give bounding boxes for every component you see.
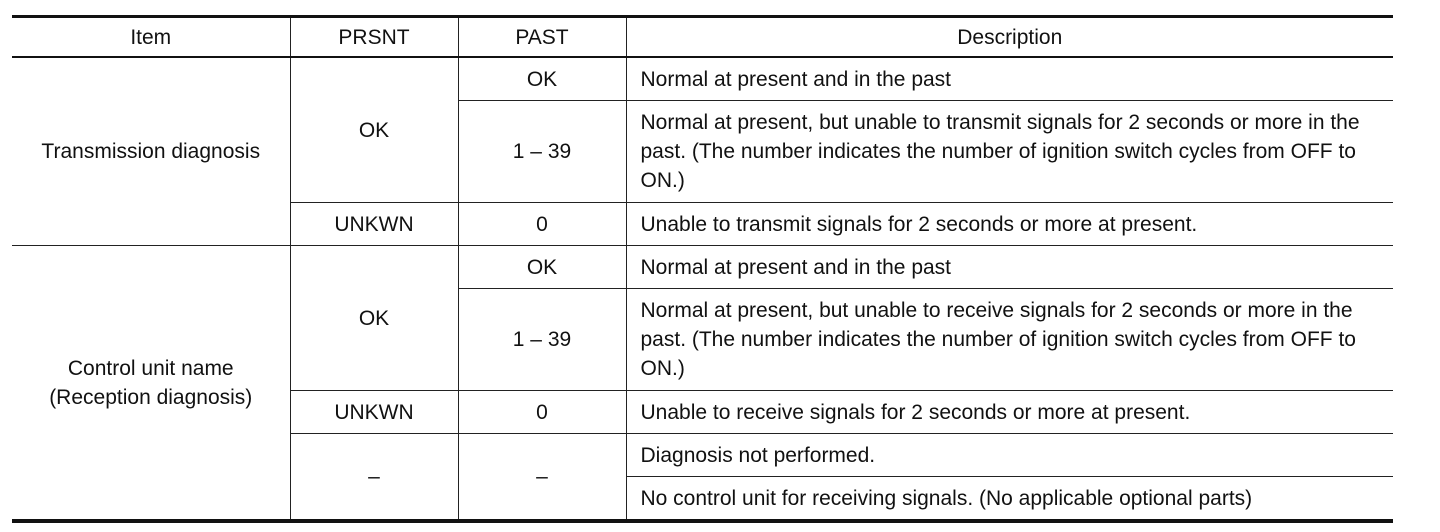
header-past: PAST	[458, 17, 626, 58]
prsnt-cell: OK	[290, 246, 458, 391]
prsnt-cell: UNKWN	[290, 391, 458, 434]
item-name-line: Control unit name	[67, 356, 234, 380]
past-cell: 1 – 39	[458, 289, 626, 391]
description-cell: Unable to receive signals for 2 seconds or more at present.	[626, 391, 1393, 434]
description-cell: No control unit for receiving signals. (No applicable optional parts)	[626, 477, 1393, 522]
item-name-line: (Reception diagnosis)	[49, 385, 253, 409]
table-row	[12, 57, 1393, 101]
description-cell: Normal at present, but unable to receive signals for 2 seconds or more in the past. (The number indicates the number of ignition switch cycles from OFF to ON.)	[626, 289, 1393, 391]
description-cell: Normal at present and in the past	[626, 57, 1393, 101]
item-transmission-diagnosis: Transmission diagnosis	[12, 57, 290, 246]
prsnt-cell: UNKWN	[290, 203, 458, 246]
prsnt-cell: OK	[290, 57, 458, 203]
description-cell: Normal at present and in the past	[626, 246, 1393, 289]
header-row	[12, 17, 1393, 58]
prsnt-cell: –	[290, 434, 458, 522]
past-cell: OK	[458, 57, 626, 101]
header-description: Description	[626, 17, 1393, 58]
description-cell: Diagnosis not performed.	[626, 434, 1393, 477]
diagnosis-table	[12, 15, 1393, 523]
description-cell: Normal at present, but unable to transmit signals for 2 seconds or more in the past. (The number indicates the number of ignition switch cycles from OFF to ON.)	[626, 101, 1393, 203]
table-row	[12, 246, 1393, 289]
past-cell: –	[458, 434, 626, 522]
past-cell: OK	[458, 246, 626, 289]
past-cell: 0	[458, 203, 626, 246]
past-cell: 1 – 39	[458, 101, 626, 203]
header-prsnt: PRSNT	[290, 17, 458, 58]
item-reception-diagnosis	[12, 246, 290, 522]
header-item: Item	[12, 17, 290, 58]
past-cell: 0	[458, 391, 626, 434]
description-cell: Unable to transmit signals for 2 seconds or more at present.	[626, 203, 1393, 246]
